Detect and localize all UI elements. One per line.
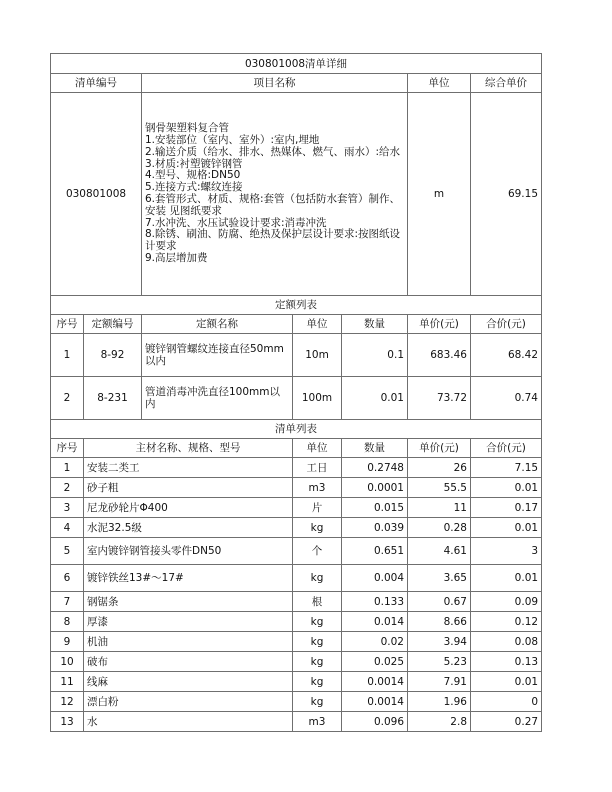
header-unit: 单位 xyxy=(408,74,471,93)
mat-qty: 0.0014 xyxy=(342,672,408,692)
mat-price: 55.5 xyxy=(408,478,471,498)
mat-total: 0.27 xyxy=(471,712,542,732)
mat-total: 0.09 xyxy=(471,592,542,612)
mat-name: 安装二类工 xyxy=(84,458,293,478)
material-row xyxy=(51,518,542,538)
quota-no: 2 xyxy=(51,377,84,420)
mat-unit: m3 xyxy=(293,712,342,732)
material-row xyxy=(51,565,542,592)
mat-qty: 0.651 xyxy=(342,538,408,565)
bill-detail-sheet xyxy=(50,53,541,732)
mat-unit: kg xyxy=(293,672,342,692)
quota-qty: 0.01 xyxy=(342,377,408,420)
mat-no: 13 xyxy=(51,712,84,732)
material-row xyxy=(51,498,542,518)
mat-name: 漂白粉 xyxy=(84,692,293,712)
desc-line: 3.材质:衬塑镀锌钢管 xyxy=(145,157,243,170)
quota-header-total: 合价(元) xyxy=(471,315,542,334)
quota-table xyxy=(50,295,542,420)
mat-header-total: 合价(元) xyxy=(471,439,542,458)
mat-total: 0.01 xyxy=(471,672,542,692)
mat-total: 0 xyxy=(471,692,542,712)
desc-line: 钢骨架塑料复合管 xyxy=(145,122,229,135)
mat-header-unit: 单位 xyxy=(293,439,342,458)
item-code: 030801008 xyxy=(51,93,142,296)
quota-header-unit: 单位 xyxy=(293,315,342,334)
mat-price: 8.66 xyxy=(408,612,471,632)
mat-total: 0.13 xyxy=(471,652,542,672)
quota-unit: 100m xyxy=(293,377,342,420)
mat-header-no: 序号 xyxy=(51,439,84,458)
mat-unit: kg xyxy=(293,612,342,632)
mat-price: 3.65 xyxy=(408,565,471,592)
quota-total: 68.42 xyxy=(471,334,542,377)
quota-row xyxy=(51,377,542,420)
mat-total: 3 xyxy=(471,538,542,565)
mat-no: 1 xyxy=(51,458,84,478)
mat-unit: kg xyxy=(293,632,342,652)
material-row xyxy=(51,612,542,632)
mat-name: 室内镀锌钢管接头零件DN50 xyxy=(84,538,293,565)
item-description xyxy=(142,93,408,296)
quota-name: 镀锌钢管螺纹连接直径50mm以内 xyxy=(142,334,293,377)
mat-no: 11 xyxy=(51,672,84,692)
mat-name: 镀锌铁丝13#～17# xyxy=(84,565,293,592)
mat-total: 0.12 xyxy=(471,612,542,632)
quota-no: 1 xyxy=(51,334,84,377)
mat-name: 水泥32.5级 xyxy=(84,518,293,538)
mat-no: 8 xyxy=(51,612,84,632)
mat-total: 0.01 xyxy=(471,518,542,538)
material-row xyxy=(51,632,542,652)
material-row xyxy=(51,712,542,732)
mat-name: 钢锯条 xyxy=(84,592,293,612)
mat-price: 2.8 xyxy=(408,712,471,732)
quota-header-code: 定额编号 xyxy=(84,315,142,334)
material-row xyxy=(51,692,542,712)
mat-price: 26 xyxy=(408,458,471,478)
mat-unit: m3 xyxy=(293,478,342,498)
header-code: 清单编号 xyxy=(51,74,142,93)
header-price: 综合单价 xyxy=(471,74,542,93)
mat-qty: 0.0001 xyxy=(342,478,408,498)
material-row xyxy=(51,592,542,612)
desc-line: 1.安装部位（室内、室外）:室内,埋地 xyxy=(145,134,320,147)
mat-unit: 根 xyxy=(293,592,342,612)
desc-line: 8.除锈、刷油、防腐、绝热及保护层设计要求:按图纸设计要求 xyxy=(145,228,401,253)
mat-header-name: 主材名称、规格、型号 xyxy=(84,439,293,458)
quota-section-title: 定额列表 xyxy=(51,296,542,315)
mat-no: 2 xyxy=(51,478,84,498)
mat-unit: 个 xyxy=(293,538,342,565)
quota-header-no: 序号 xyxy=(51,315,84,334)
desc-line: 7.水冲洗、水压试验设计要求:消毒冲洗 xyxy=(145,216,327,229)
mat-total: 0.01 xyxy=(471,478,542,498)
mat-unit: kg xyxy=(293,518,342,538)
material-row xyxy=(51,478,542,498)
desc-line: 5.连接方式:螺纹连接 xyxy=(145,181,243,194)
mat-price: 4.61 xyxy=(408,538,471,565)
mat-price: 11 xyxy=(408,498,471,518)
header-name: 项目名称 xyxy=(142,74,408,93)
mat-name: 尼龙砂轮片Φ400 xyxy=(84,498,293,518)
quota-price: 683.46 xyxy=(408,334,471,377)
mat-qty: 0.014 xyxy=(342,612,408,632)
mat-qty: 0.096 xyxy=(342,712,408,732)
item-price: 69.15 xyxy=(471,93,542,296)
mat-name: 水 xyxy=(84,712,293,732)
mat-price: 5.23 xyxy=(408,652,471,672)
mat-no: 5 xyxy=(51,538,84,565)
mat-unit: 片 xyxy=(293,498,342,518)
mat-qty: 0.02 xyxy=(342,632,408,652)
quota-code: 8-231 xyxy=(84,377,142,420)
quota-name: 管道消毒冲洗直径100mm以内 xyxy=(142,377,293,420)
quota-row xyxy=(51,334,542,377)
mat-qty: 0.2748 xyxy=(342,458,408,478)
mat-total: 7.15 xyxy=(471,458,542,478)
material-row xyxy=(51,538,542,565)
quota-unit: 10m xyxy=(293,334,342,377)
desc-line: 4.型号、规格:DN50 xyxy=(145,169,241,182)
mat-qty: 0.015 xyxy=(342,498,408,518)
mat-qty: 0.0014 xyxy=(342,692,408,712)
mat-name: 破布 xyxy=(84,652,293,672)
mat-unit: kg xyxy=(293,692,342,712)
mat-header-price: 单价(元) xyxy=(408,439,471,458)
mat-no: 9 xyxy=(51,632,84,652)
mat-unit: 工日 xyxy=(293,458,342,478)
mat-name: 砂子粗 xyxy=(84,478,293,498)
mat-no: 12 xyxy=(51,692,84,712)
desc-line: 9.高层增加费 xyxy=(145,251,208,264)
mat-total: 0.08 xyxy=(471,632,542,652)
sheet-title: 030801008清单详细 xyxy=(51,54,542,74)
mat-total: 0.17 xyxy=(471,498,542,518)
quota-header-price: 单价(元) xyxy=(408,315,471,334)
mat-name: 机油 xyxy=(84,632,293,652)
mat-no: 10 xyxy=(51,652,84,672)
mat-name: 线麻 xyxy=(84,672,293,692)
material-row xyxy=(51,458,542,478)
mat-qty: 0.025 xyxy=(342,652,408,672)
mat-unit: kg xyxy=(293,565,342,592)
quota-price: 73.72 xyxy=(408,377,471,420)
mat-qty: 0.133 xyxy=(342,592,408,612)
materials-table xyxy=(50,419,542,732)
mat-price: 0.28 xyxy=(408,518,471,538)
mat-qty: 0.039 xyxy=(342,518,408,538)
mat-price: 3.94 xyxy=(408,632,471,652)
material-row xyxy=(51,672,542,692)
mat-header-qty: 数量 xyxy=(342,439,408,458)
desc-line: 6.套管形式、材质、规格:套管（包括防水套管）制作、安装 见图纸要求 xyxy=(145,193,401,217)
mat-price: 7.91 xyxy=(408,672,471,692)
quota-header-name: 定额名称 xyxy=(142,315,293,334)
mat-no: 6 xyxy=(51,565,84,592)
material-row xyxy=(51,652,542,672)
item-unit: m xyxy=(408,93,471,296)
quota-qty: 0.1 xyxy=(342,334,408,377)
mat-unit: kg xyxy=(293,652,342,672)
mat-no: 3 xyxy=(51,498,84,518)
quota-code: 8-92 xyxy=(84,334,142,377)
mat-qty: 0.004 xyxy=(342,565,408,592)
mat-price: 0.67 xyxy=(408,592,471,612)
mat-total: 0.01 xyxy=(471,565,542,592)
mat-no: 7 xyxy=(51,592,84,612)
materials-section-title: 清单列表 xyxy=(51,420,542,439)
mat-no: 4 xyxy=(51,518,84,538)
mat-name: 厚漆 xyxy=(84,612,293,632)
quota-total: 0.74 xyxy=(471,377,542,420)
desc-line: 2.输送介质（给水、排水、热媒体、燃气、雨水）:给水 xyxy=(145,145,401,158)
bill-item-table xyxy=(50,53,542,296)
quota-header-qty: 数量 xyxy=(342,315,408,334)
mat-price: 1.96 xyxy=(408,692,471,712)
